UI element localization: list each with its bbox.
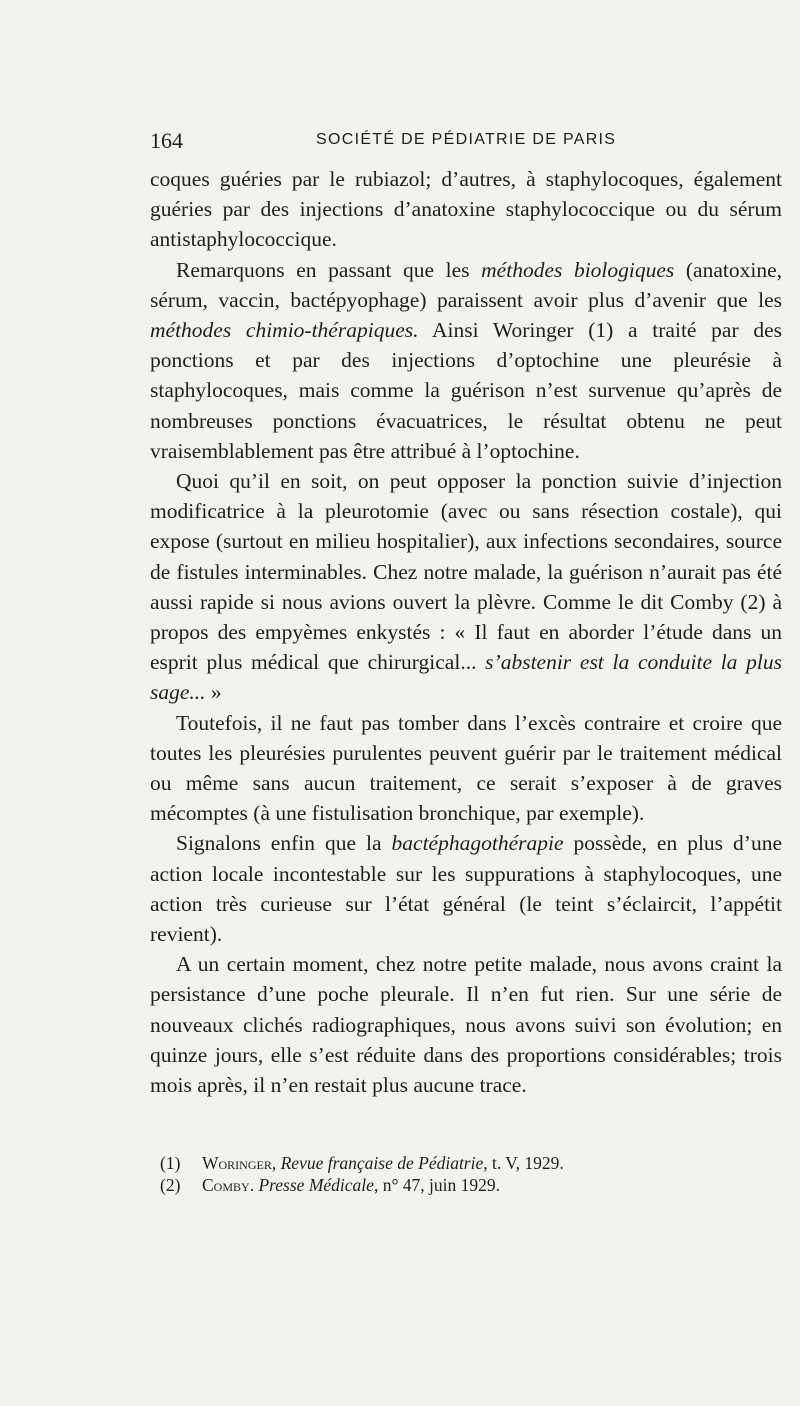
text-run: , n° 47, juin 1929. [373,1175,501,1195]
text-run: Remarquons en passant que les [176,257,482,282]
text-run: Ainsi Woringer (1) a traité par des ponctions et par des injections d’optochine une pleurésie à staphylocoques, mais comme la guérison n’est survenue qu’après de nombreuses ponctions évacuatrices, le résultat obtenu ne peut vraisemblablement pas être attribué à l’optochine. [150,318,782,463]
text-run: possède, en plus d’une action locale incontestable sur les suppurations à staphylocoques, une action très curieuse sur l’état général (le teint s’éclaircit, l’appétit revient). [150,831,782,947]
paragraph [150,164,782,255]
text-run: , t. V, 1929. [483,1153,564,1173]
text-run: A un certain moment, chez notre petite malade, nous avons craint la persistance d’une poche pleurale. Il n’en fut rien. Sur une série de nouveaux clichés radiographiques, nous avons suivi son évolution; en quinze jours, elle s’est réduite dans des proportions considérables; trois mois après, il n’en restait plus aucune trace. [150,952,782,1098]
paragraph [150,466,782,708]
italic-phrase: s’abstenir est la conduite la plus sage... [150,650,782,705]
footnotes [160,1152,780,1196]
italic-phrase: méthodes biologiques [481,257,675,282]
text-run: Signalons enfin que la [176,831,392,856]
italic-phrase: Presse Médicale [258,1175,374,1195]
body-text [150,164,782,1100]
footnote-marker: (1) [160,1153,181,1173]
author-name: Comby [202,1175,250,1195]
text-run: , [271,1153,281,1173]
italic-phrase: méthodes chimio-thérapiques. [150,318,419,343]
page-number: 164 [150,128,183,153]
author-name: Woringer [202,1153,272,1173]
footnote [160,1174,780,1196]
text-run: » [205,680,222,705]
text-run: Quoi qu’il en soit, on peut opposer la ponction suivie d’injection modificatrice à la pleurotomie (avec ou sans résection costale), qui expose (surtout en milieu hospitalier), aux infections secondaires, source de fistules interminables. Chez notre malade, la guérison n’aurait pas été aussi rapide si nous avions ouvert la plèvre. Comme le dit Comby (2) à propos des empyèmes enkystés : « Il faut en aborder l’étude dans un esprit plus médical que chirurgical... [150,469,782,675]
page-header [150,128,782,156]
paragraph [150,828,782,949]
text-run: Toutefois, il ne faut pas tomber dans l’excès contraire et croire que toutes les pleurésies purulentes peuvent guérir par le traitement médical ou même sans aucun traitement, ce serait s’exposer à de graves mécomptes (à une fistulisation bronchique, par exemple). [150,710,782,826]
paragraph [150,255,782,466]
italic-phrase: bactéphagothérapie [391,831,564,856]
text-run: . [249,1175,259,1195]
text-run: (anatoxine, sérum, vaccin, bactépyophage) paraissent avoir plus d’avenir que les [150,257,782,312]
text-run: coques guéries par le rubiazol; d’autres, à staphylocoques, également guéries par des injections d’anatoxine staphylococcique ou du sérum antistaphylococcique. [150,167,782,252]
running-title: SOCIÉTÉ DE PÉDIATRIE DE PARIS [316,131,617,148]
footnote-marker: (2) [160,1175,181,1195]
italic-phrase: Revue française de Pédiatrie [280,1153,484,1173]
paragraph [150,949,782,1100]
footnote [160,1152,780,1174]
paragraph [150,708,782,829]
